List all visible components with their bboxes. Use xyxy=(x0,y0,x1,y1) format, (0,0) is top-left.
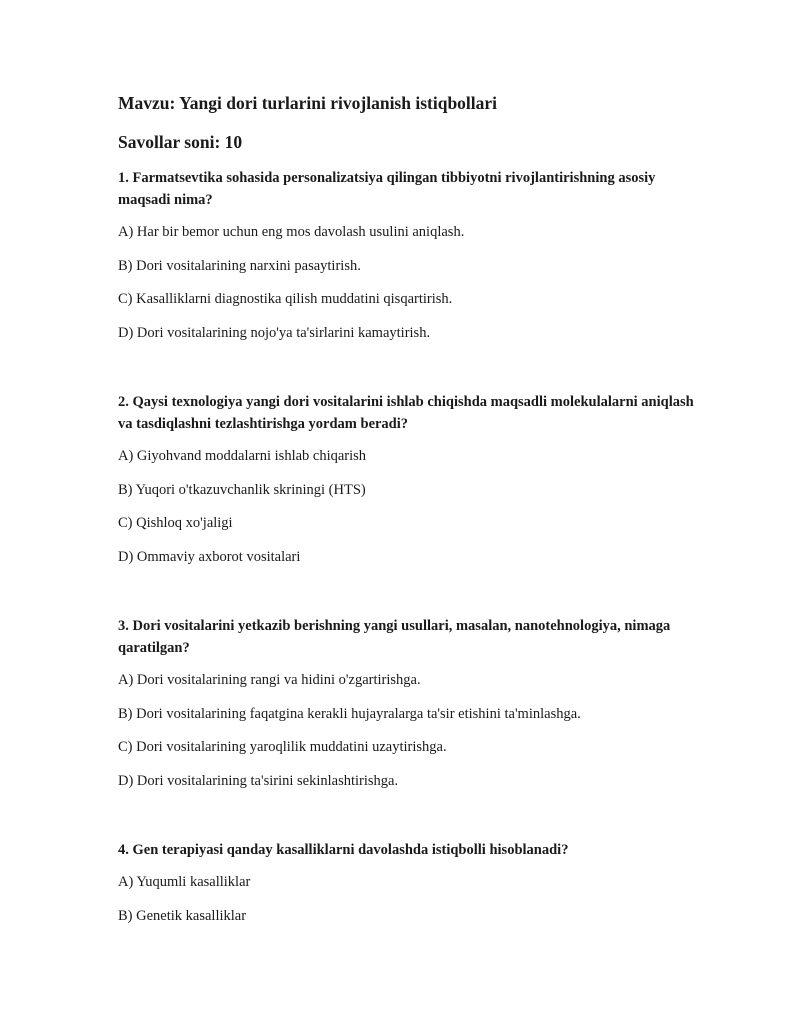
document-title: Mavzu: Yangi dori turlarini rivojlanish istiqbollari xyxy=(118,93,498,113)
question-4-option-a: A) Yuqumli kasalliklar xyxy=(118,874,251,890)
question-4-option-b: B) Genetik kasalliklar xyxy=(118,908,247,924)
question-3-option-c: C) Dori vositalarining yaroqlilik muddatini uzaytirishga. xyxy=(118,739,447,755)
question-count: Savollar soni: 10 xyxy=(118,132,243,152)
question-3-option-a: A) Dori vositalarining rangi va hidini o'zgartirishga. xyxy=(118,672,421,688)
question-3-option-d: D) Dori vositalarining ta'sirini sekinlashtirishga. xyxy=(118,773,399,789)
question-2-option-d: D) Ommaviy axborot vositalari xyxy=(118,549,301,565)
question-2-option-a: A) Giyohvand moddalarni ishlab chiqarish xyxy=(118,448,367,464)
question-3-option-b: B) Dori vositalarining faqatgina kerakli hujayralarga ta'sir etishini ta'minlashga. xyxy=(118,706,581,722)
question-1-text: 1. Farmatsevtika sohasida personalizatsiya qilingan tibbiyotni rivojlantirishning asosiy maqsadi nima? xyxy=(118,170,656,208)
question-1-option-d: D) Dori vositalarining nojo'ya ta'sirlarini kamaytirish. xyxy=(118,325,431,341)
question-4-text: 4. Gen terapiyasi qanday kasalliklarni davolashda istiqbolli hisoblanadi? xyxy=(118,842,569,858)
question-1-option-b: B) Dori vositalarining narxini pasaytirish. xyxy=(118,258,361,274)
question-2-option-b: B) Yuqori o'tkazuvchanlik skriningi (HTS) xyxy=(118,482,366,498)
question-2-option-c: C) Qishloq xo'jaligi xyxy=(118,515,233,531)
question-1-option-c: C) Kasalliklarni diagnostika qilish muddatini qisqartirish. xyxy=(118,291,453,307)
question-1-option-a: A) Har bir bemor uchun eng mos davolash usulini aniqlash. xyxy=(118,224,465,240)
question-3-text: 3. Dori vositalarini yetkazib berishning yangi usullari, masalan, nanotehnologiya, nimaga qaratilgan? xyxy=(118,618,671,656)
question-2-text: 2. Qaysi texnologiya yangi dori vositalarini ishlab chiqishda maqsadli molekulalarni aniqlash va tasdiqlashni tezlashtirishga yordam beradi? xyxy=(118,394,694,432)
